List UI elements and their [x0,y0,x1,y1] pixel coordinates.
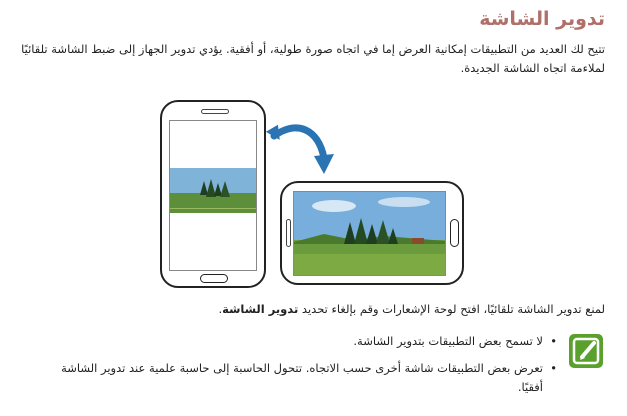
list-item [57,332,557,351]
earpiece [201,109,229,114]
setting-name: تدوير الشاشة [222,302,299,316]
note-text: لا تسمح بعض التطبيقات بتدوير الشاشة. [353,334,543,348]
instruction-text [218,302,605,316]
list-item [57,359,557,397]
instruction-prefix: لمنع تدوير الشاشة تلقائيًا، افتح لوحة الإشعارات وقم بإلغاء تحديد [298,302,605,316]
instruction-suffix: . [218,302,223,316]
landscape-screen [293,191,446,276]
notes-list [57,332,557,405]
intro-paragraph: تتيح لك العديد من التطبيقات إمكانية العرض إما في اتجاه صورة طولية، أو أفقية. يؤدي تدوير الجهاز إلى ضبط الشاشة تلقائيًا لملاءمة اتجاه الشاشة الجديدة. [21,42,605,75]
landscape-phone-illustration [280,181,464,285]
landscape-photo [294,192,445,275]
portrait-phone-illustration [160,100,266,288]
earpiece [286,219,291,247]
bullet-dot: • [550,361,557,375]
landscape-photo [170,121,256,270]
page-title: تدوير الشاشة [479,8,605,30]
note-text: تعرض بعض التطبيقات شاشة أخرى حسب الاتجاه. تتحول الحاسبة إلى حاسبة علمية عند تدوير الشاشة أفقيًا. [61,361,543,394]
home-button [450,219,459,247]
note-pencil-icon [568,333,604,369]
bullet-dot: • [550,334,557,348]
home-button [200,274,228,283]
rotate-arrow-icon [266,118,336,178]
portrait-screen [169,120,257,271]
